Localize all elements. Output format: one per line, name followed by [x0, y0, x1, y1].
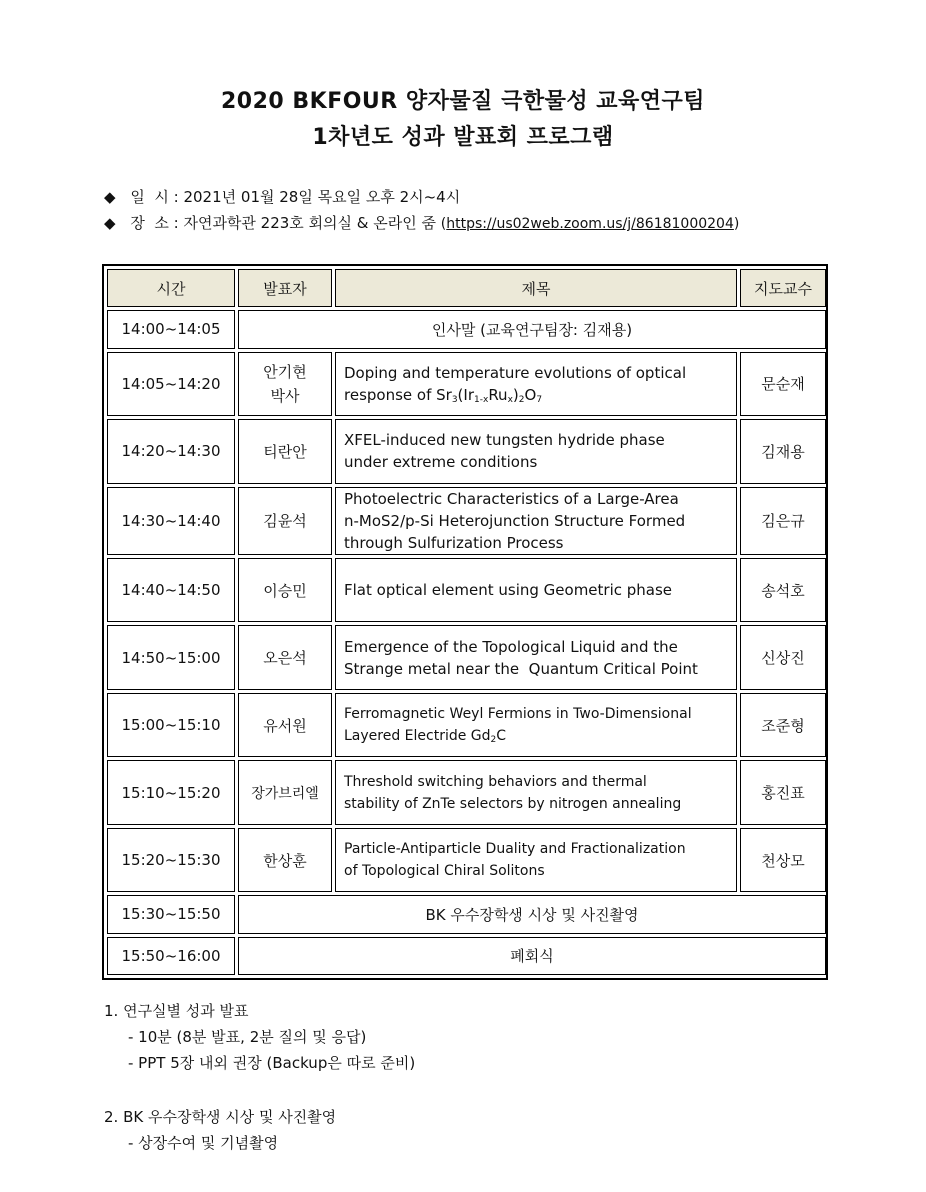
talk-title-line: through Sulfurization Process [344, 533, 564, 552]
time-cell: 14:05~14:20 [107, 352, 235, 416]
time-cell: 15:50~16:00 [107, 937, 235, 975]
time-cell: 15:10~15:20 [107, 760, 235, 824]
talk-title-line: response of $Sr_3(Ir_{1-x}Ru_x)_2O_7$ [344, 385, 543, 405]
table-row [107, 352, 826, 416]
document-subtitle: 1차년도 성과 발표회 프로그램 [312, 125, 614, 150]
diamond-bullet-icon: ◆ [104, 188, 116, 206]
diamond-bullet-icon: ◆ [104, 214, 116, 232]
advisor-cell: 조준형 [740, 693, 826, 757]
talk-title-line: Ferromagnetic Weyl Fermions in Two-Dimensional [344, 706, 692, 723]
note-item-1-sub-a: - 10분 (8분 발표, 2분 질의 및 응답) [128, 1028, 367, 1046]
advisor-cell: 천상모 [740, 828, 826, 892]
talk-title-line: XFEL-induced new tungsten hydride phase [344, 431, 665, 450]
presenter-cell: 이승민 [238, 558, 332, 622]
talk-title-cell [335, 352, 737, 416]
time-cell: 14:30~14:40 [107, 487, 235, 556]
talk-title-line: Layered Electride $Gd_2C$ [344, 728, 507, 746]
talk-title-line: Particle-Antiparticle Duality and Fractionalization [344, 841, 686, 858]
talk-title-line: Flat optical element using Geometric phase [344, 581, 673, 600]
document-title: 2020 BKFOUR 양자물질 극한물성 교육연구팀 [221, 89, 705, 114]
header-time: 시간 [107, 269, 235, 307]
table-row [107, 760, 826, 824]
closing-ceremony-cell: 폐회식 [238, 937, 826, 975]
presenter-cell [238, 352, 332, 416]
note-item-1-sub-b: - PPT 5장 내외 권장 (Backup은 따로 준비) [128, 1054, 416, 1072]
presenter-cell: 김윤석 [238, 487, 332, 556]
presenter-cell: 티란안 [238, 419, 332, 483]
time-cell: 14:00~14:05 [107, 310, 235, 348]
advisor-cell: 신상진 [740, 625, 826, 689]
note-item-2-sub-a: - 상장수여 및 기념촬영 [128, 1134, 279, 1152]
talk-title-line: of Topological Chiral Solitons [344, 863, 545, 880]
time-cell: 14:50~15:00 [107, 625, 235, 689]
advisor-cell: 문순재 [740, 352, 826, 416]
date-info [104, 186, 460, 207]
presenter-cell: 장가브리엘 [238, 760, 332, 824]
talk-title-line: Emergence of the Topological Liquid and the [344, 637, 678, 656]
talk-title-cell [335, 419, 737, 483]
header-advisor: 지도교수 [740, 269, 826, 307]
zoom-link[interactable]: https://us02web.zoom.us/j/86181000204 [446, 216, 734, 232]
presenter-cell: 유서원 [238, 693, 332, 757]
talk-title-line: Threshold switching behaviors and thermal [344, 773, 647, 790]
opening-cell: 인사말 (교육연구팀장: 김재용) [238, 310, 826, 348]
table-row [107, 625, 826, 689]
header-title: 제목 [335, 269, 737, 307]
time-cell: 14:20~14:30 [107, 419, 235, 483]
award-ceremony-cell: BK 우수장학생 시상 및 사진촬영 [238, 895, 826, 933]
talk-title-line: Photoelectric Characteristics of a Large-Area [344, 489, 679, 508]
talk-title-line: Doping and temperature evolutions of optical [344, 363, 687, 382]
note-item-1: 1. 연구실별 성과 발표 [104, 1002, 249, 1020]
talk-title-line: under extreme conditions [344, 453, 538, 472]
advisor-cell: 김은규 [740, 487, 826, 556]
talk-title-cell [335, 625, 737, 689]
presenter-title: 박사 [270, 386, 300, 405]
schedule-table [102, 264, 828, 980]
date-value: : 2021년 01월 28일 목요일 오후 2시~4시 [173, 188, 461, 206]
date-label: 일 시 [130, 188, 169, 206]
advisor-cell: 김재용 [740, 419, 826, 483]
presenter-name: 안기현 [263, 362, 307, 381]
time-cell: 15:00~15:10 [107, 693, 235, 757]
advisor-cell: 홍진표 [740, 760, 826, 824]
table-row [107, 419, 826, 483]
talk-title-cell [335, 828, 737, 892]
time-cell: 15:20~15:30 [107, 828, 235, 892]
table-row [107, 895, 826, 933]
header-presenter: 발표자 [238, 269, 332, 307]
talk-title-line: stability of ZnTe selectors by nitrogen annealing [344, 795, 682, 812]
time-cell: 14:40~14:50 [107, 558, 235, 622]
table-row [107, 487, 826, 556]
table-row [107, 693, 826, 757]
talk-title-cell [335, 487, 737, 556]
table-row [107, 310, 826, 348]
table-row [107, 828, 826, 892]
table-row [107, 558, 826, 622]
talk-title-cell [335, 693, 737, 757]
talk-title-cell [335, 558, 737, 622]
talk-title-cell [335, 760, 737, 824]
talk-title-line: Strange metal near the Quantum Critical Point [344, 659, 698, 678]
table-row [107, 937, 826, 975]
talk-title-line: n-MoS2/p-Si Heterojunction Structure Formed [344, 511, 686, 530]
presenter-cell: 오은석 [238, 625, 332, 689]
place-value: : 자연과학관 223호 회의실 & 온라인 줌 [173, 214, 437, 232]
place-info: ◆ 장 소 : 자연과학관 223호 회의실 & 온라인 줌 (https://us02web.zoom.us/j/86181000204) [104, 214, 740, 232]
presenter-cell: 한상훈 [238, 828, 332, 892]
note-item-2: 2. BK 우수장학생 시상 및 사진촬영 [104, 1108, 337, 1126]
time-cell: 15:30~15:50 [107, 895, 235, 933]
advisor-cell: 송석호 [740, 558, 826, 622]
place-label: 장 소 [130, 214, 169, 232]
